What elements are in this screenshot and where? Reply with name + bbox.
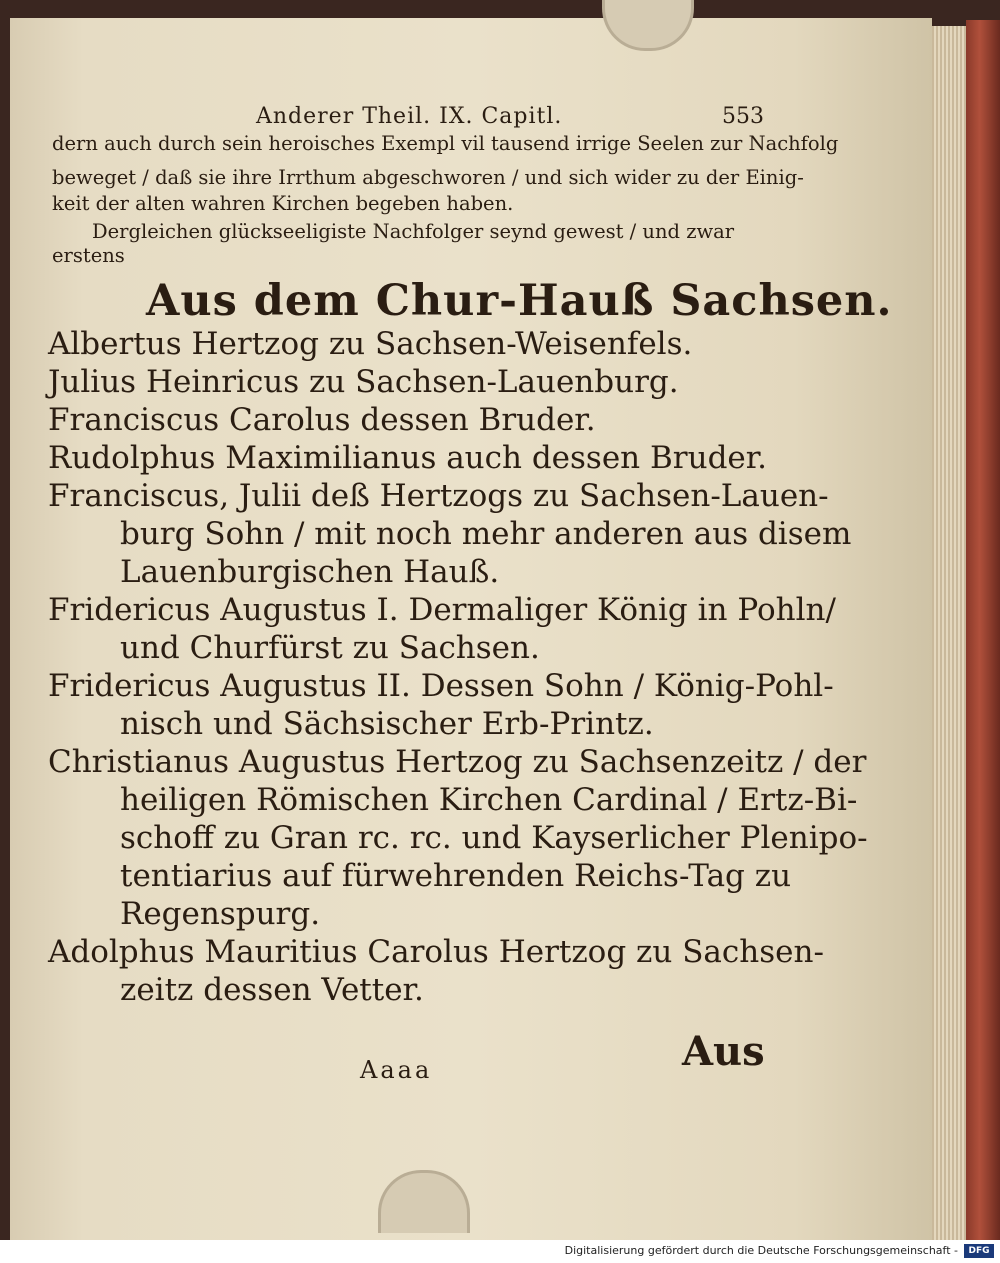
entry-line: Regenspurg. <box>120 896 321 932</box>
entry-line: burg Sohn / mit noch mehr anderen aus disem <box>120 516 852 552</box>
entry-line: heiligen Römischen Kirchen Cardinal / Ertz-Bi- <box>120 782 858 818</box>
entry-line: Adolphus Mauritius Carolus Hertzog zu Sachsen- <box>48 934 824 970</box>
entry-line: Lauenburgischen Hauß. <box>120 554 500 590</box>
entry-line: Franciscus, Julii deß Hertzogs zu Sachsen-Lauen- <box>48 478 829 514</box>
entry-line: schoff zu Gran rc. rc. und Kayserlicher Plenipo- <box>120 820 868 856</box>
entry-line: zeitz dessen Vetter. <box>120 972 424 1008</box>
book-cover-edge <box>966 20 1000 1240</box>
entry-line: nisch und Sächsischer Erb-Printz. <box>120 706 654 742</box>
entry-line: und Churfürst zu Sachsen. <box>120 630 540 666</box>
entry-line: tentiarius auf fürwehrenden Reichs-Tag zu <box>120 858 792 894</box>
funding-notice: Digitalisierung gefördert durch die Deutsche Forschungsgemeinschaft - <box>564 1244 958 1257</box>
entry-line: Fridericus Augustus II. Dessen Sohn / König-Pohl- <box>48 668 834 704</box>
footer-bar <box>0 1240 1000 1263</box>
intro-line: keit der alten wahren Kirchen begeben haben. <box>52 192 514 215</box>
catchword: Aus <box>682 1028 765 1075</box>
intro-line: dern auch durch sein heroisches Exempl vil tausend irrige Seelen zur Nachfolg <box>52 132 839 155</box>
signature-mark: Aaaa <box>360 1056 433 1084</box>
entry-line: Christianus Augustus Hertzog zu Sachsenzeitz / der <box>48 744 867 780</box>
entry-line: Fridericus Augustus I. Dermaliger König in Pohln/ <box>48 592 836 628</box>
dfg-logo: DFG <box>964 1244 994 1258</box>
entry-line: Albertus Hertzog zu Sachsen-Weisenfels. <box>48 326 693 362</box>
section-heading: Aus dem Chur-Hauß Sachsen. <box>146 276 893 326</box>
page-edges <box>932 26 966 1240</box>
entry-line: Franciscus Carolus dessen Bruder. <box>48 402 596 438</box>
intro-line: erstens <box>52 244 125 267</box>
entry-line: Rudolphus Maximilianus auch dessen Bruder. <box>48 440 768 476</box>
entry-line: Julius Heinricus zu Sachsen-Lauenburg. <box>48 364 679 400</box>
intro-line: beweget / daß sie ihre Irrthum abgeschworen / und sich wider zu der Einig- <box>52 166 804 189</box>
page-number: 553 <box>722 104 764 129</box>
running-head: Anderer Theil. IX. Capitl. <box>256 104 563 129</box>
intro-line: Dergleichen glückseeligiste Nachfolger seynd gewest / und zwar <box>92 220 735 243</box>
